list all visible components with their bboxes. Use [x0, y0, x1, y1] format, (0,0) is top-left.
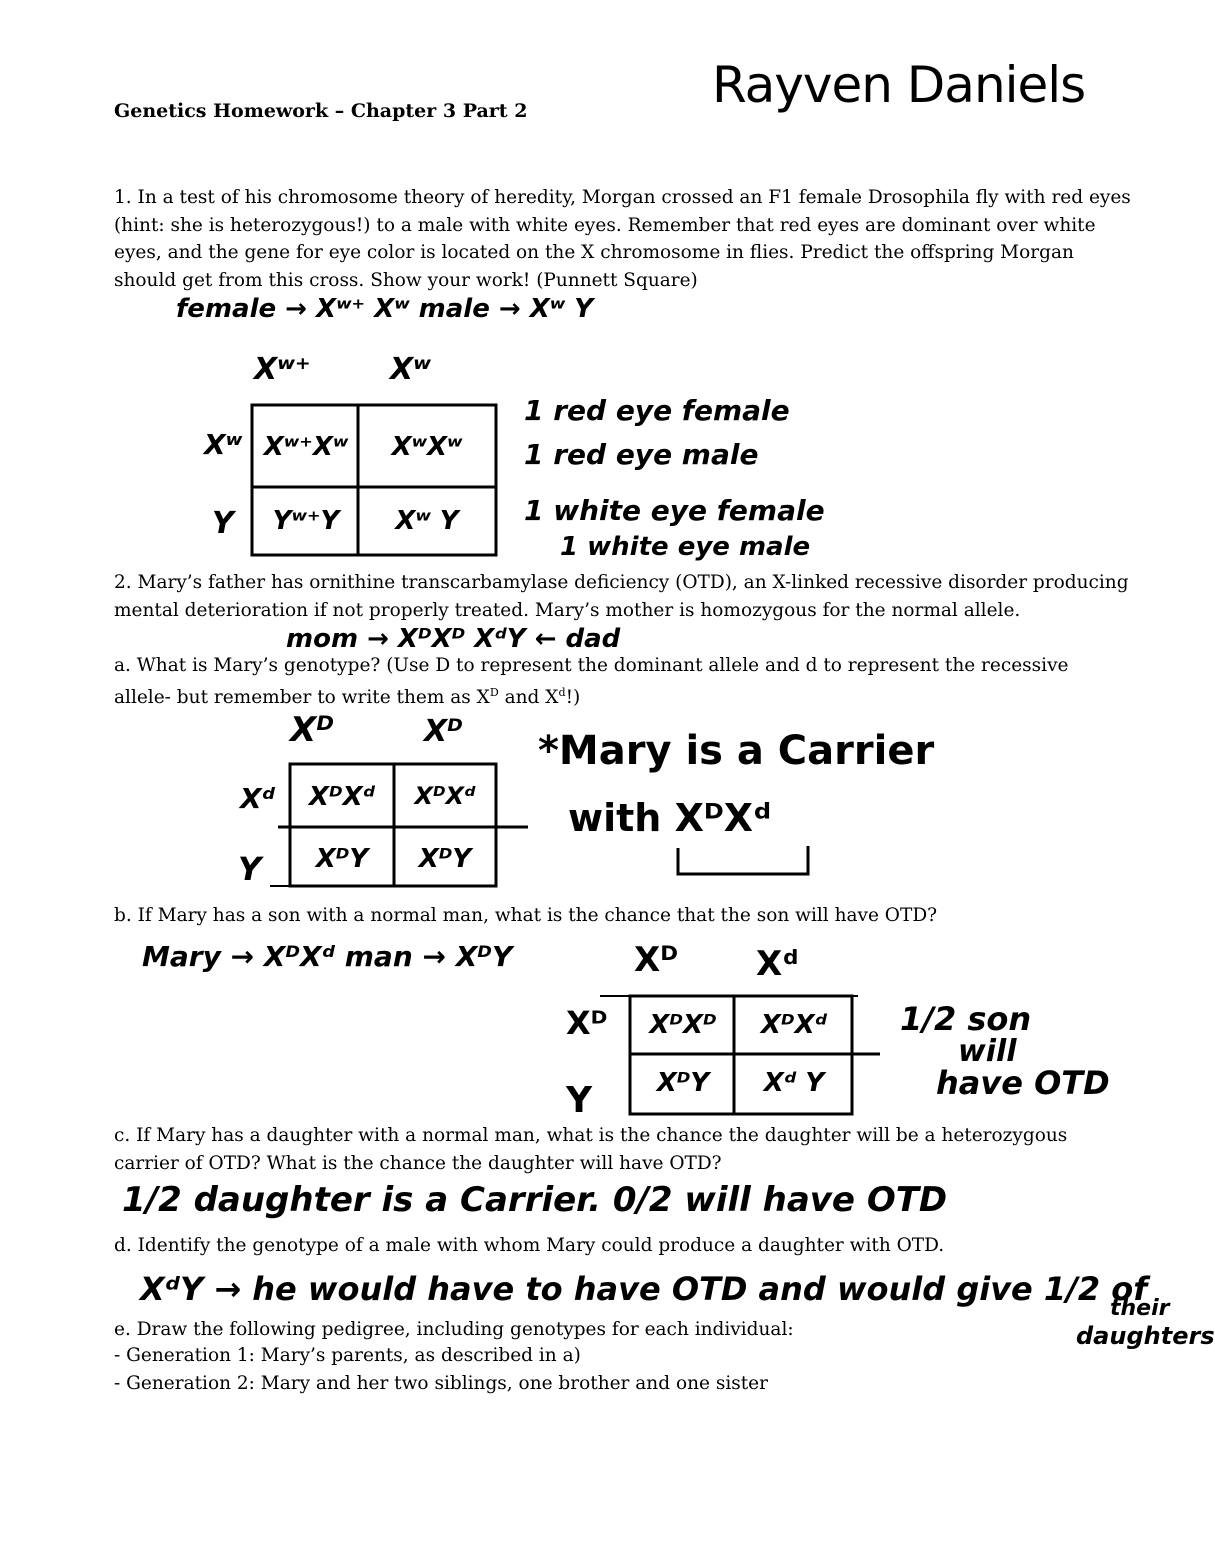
q2a-question-line-2: allele- but remember to write them as $X^D$ and $X^d$!)	[114, 686, 581, 709]
q1-result-2: 1 red eye male	[524, 438, 759, 471]
q2-parents-note: mom → XᴰXᴰ XᵈY ← dad	[286, 624, 621, 654]
q2b-answer-3: have OTD	[936, 1064, 1110, 1102]
q1-genotype-note: female → Xʷ⁺ Xʷ male → Xʷ Y	[176, 294, 594, 324]
q1-col-header-2: Xʷ	[390, 352, 431, 387]
q2e-item-1: - Generation 1: Mary’s parents, as described in a)	[114, 1345, 581, 1366]
q2d-answer-tail-1: their	[1110, 1296, 1170, 1321]
q2e-item-2: - Generation 2: Mary and her two siblings, one brother and one sister	[114, 1373, 768, 1394]
q2b-cell-4: Xᵈ Y	[763, 1068, 825, 1098]
q2b-question: b. If Mary has a son with a normal man, what is the chance that the son will have OTD?	[114, 905, 938, 926]
q1-result-3: 1 white eye female	[524, 494, 825, 527]
q2e-question: e. Draw the following pedigree, including genotypes for each individual:	[114, 1319, 794, 1340]
q2b-col-header-2: Xᵈ	[756, 944, 799, 984]
q1-col-header-1: Xʷ⁺	[254, 352, 311, 387]
q2a-col-header-2: Xᴰ	[424, 714, 463, 749]
q2b-parents-note: Mary → XᴰXᵈ man → XᴰY	[142, 940, 513, 973]
q2b-cell-1: XᴰXᴰ	[649, 1010, 717, 1040]
q2d-question: d. Identify the genotype of a male with whom Mary could produce a daughter with OTD.	[114, 1235, 945, 1256]
q2a-cell-1: XᴰXᵈ	[308, 782, 376, 812]
q2b-answer-1: 1/2 son	[900, 1000, 1032, 1038]
q1-cell-1: Xʷ⁺Xʷ	[263, 432, 349, 462]
q2a-answer-line-2: with XᴰXᵈ	[568, 796, 772, 840]
q2b-answer-2: will	[958, 1034, 1017, 1069]
q2a-row-header-2: Y	[238, 850, 262, 888]
q2c-question: c. If Mary has a daughter with a normal man, what is the chance the daughter will be a heterozygous carrier of OTD? What is the chance the daughter will have OTD?	[114, 1125, 1068, 1174]
worksheet-title: Genetics Homework – Chapter 3 Part 2	[114, 100, 528, 122]
q2a-answer-line-1: *Mary is a Carrier	[538, 728, 935, 774]
q1-cell-3: Yʷ⁺Y	[272, 506, 340, 536]
q2b-col-header-1: Xᴰ	[634, 940, 678, 980]
question-2-intro: 2. Mary’s father has ornithine transcarbamylase deficiency (OTD), an X-linked recessive disorder producing mental deterioration if not properly treated. Mary’s mother is homozygous for the normal allele.	[114, 572, 1129, 621]
q2a-cell-4: XᴰY	[418, 844, 472, 874]
q2a-question-line-1: a. What is Mary’s genotype? (Use D to represent the dominant allele and d to represent the recessive	[114, 655, 1069, 676]
q1-cell-2: XʷXʷ	[391, 432, 463, 462]
q1-result-4: 1 white eye male	[560, 532, 811, 562]
q2b-cell-3: XᴰY	[656, 1068, 710, 1098]
q2b-cell-2: XᴰXᵈ	[760, 1010, 828, 1040]
q2a-col-header-1: Xᴰ	[290, 710, 334, 750]
q2d-answer-tail-2: daughters	[1076, 1322, 1215, 1350]
q2d-answer: XᵈY → he would have to have OTD and would give 1/2 of	[140, 1270, 1148, 1308]
q1-row-header-2: Y	[212, 506, 234, 541]
q1-row-header-1: Xʷ	[204, 428, 243, 461]
question-1-text: 1. In a test of his chromosome theory of heredity, Morgan crossed an F1 female Drosophila fly with red eyes (hint: she is heterozygous!) to a male with white eyes. Remember that red eyes are dominant over white eyes, and the gene for eye color is located on the X chromosome in flies. Predict the offspring Morgan should get from this cross. Show your work! (Punnett Square)	[114, 187, 1131, 291]
q1-result-1: 1 red eye female	[524, 394, 790, 427]
q2a-cell-3: XᴰY	[315, 844, 369, 874]
q1-cell-4: Xʷ Y	[395, 506, 459, 536]
q2a-cell-2: XᴰXᵈ	[414, 782, 476, 810]
student-name: Rayven Daniels	[712, 56, 1086, 114]
q2b-row-header-2: Y	[566, 1080, 593, 1121]
q2b-row-header-1: Xᴰ	[566, 1004, 608, 1042]
q2a-row-header-1: Xᵈ	[240, 782, 275, 815]
q2c-answer: 1/2 daughter is a Carrier. 0/2 will have OTD	[122, 1180, 948, 1220]
